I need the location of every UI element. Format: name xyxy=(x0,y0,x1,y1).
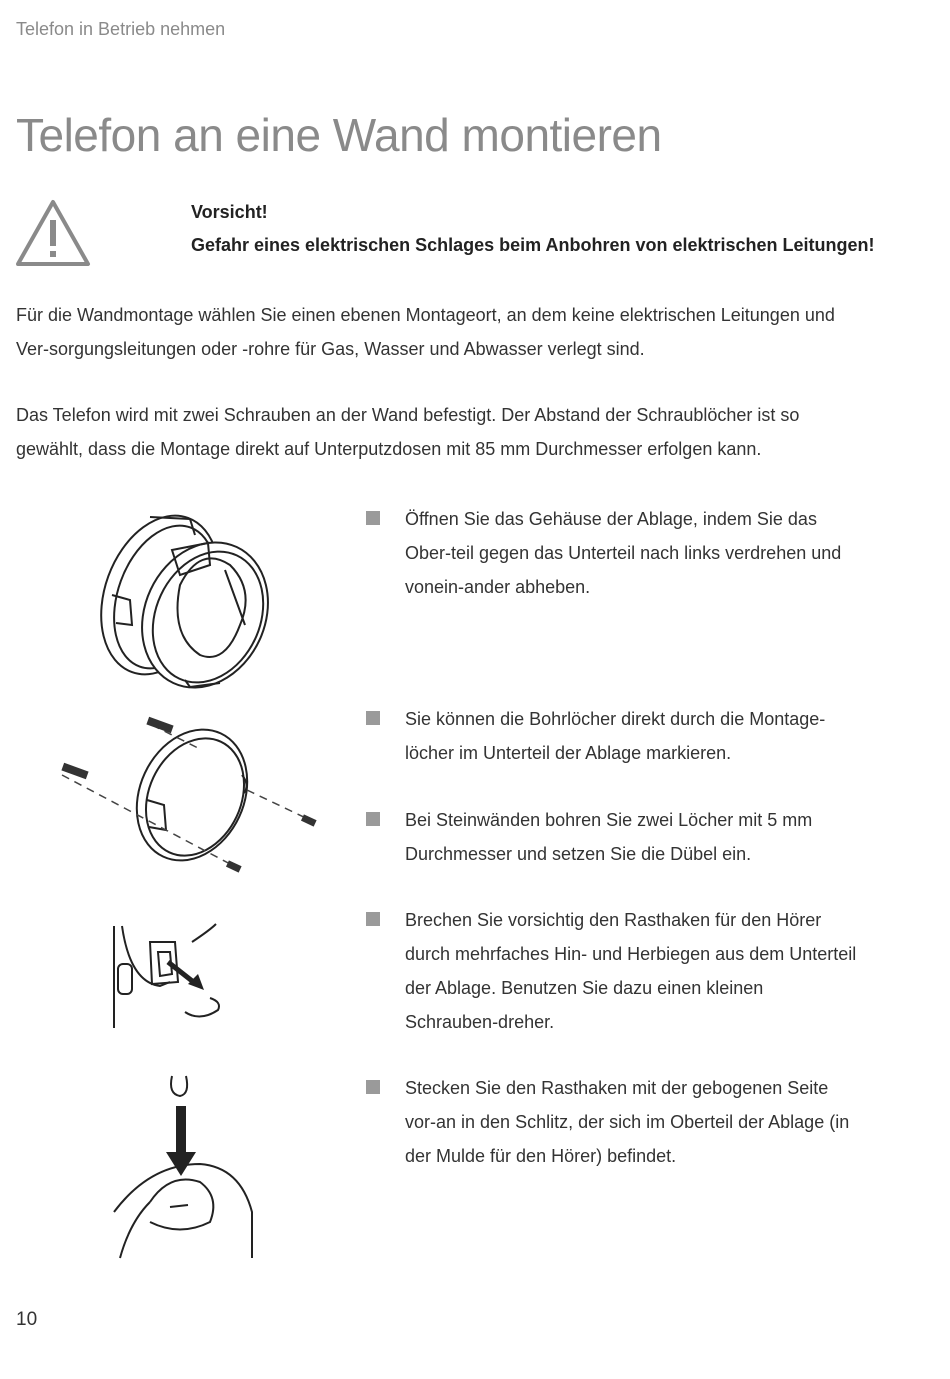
bullet-square xyxy=(366,812,380,826)
section-header: Telefon in Betrieb nehmen xyxy=(16,19,226,39)
bullet-square xyxy=(366,1080,380,1094)
break-hook-illustration xyxy=(110,922,230,1032)
page-title: Telefon an eine Wand montieren xyxy=(16,109,662,161)
open-housing-illustration xyxy=(90,505,270,695)
step-text: Öffnen Sie das Gehäuse der Ablage, indem Sie das Ober-teil gegen das Unterteil nach links verdrehen und vonein-ander abheben. xyxy=(405,509,842,597)
mounting-paragraph: Das Telefon wird mit zwei Schrauben an der Wand befestigt. Der Abstand der Schraublöcher ist so gewählt, dass die Montage direkt auf Unterputzdosen mit 85 mm Durchmesser erfolgen kann. xyxy=(16,405,800,459)
bullet-square xyxy=(366,511,380,525)
step-text: Brechen Sie vorsichtig den Rasthaken für den Hörer durch mehrfaches Hin- und Herbiegen aus dem Unterteil der Ablage. Benutzen Sie dazu einen kleinen Schrauben-dreher. xyxy=(405,910,857,1032)
base-mounting-illustration xyxy=(52,715,332,885)
step-text: Sie können die Bohrlöcher direkt durch die Montage-löcher im Unterteil der Ablage markieren. xyxy=(405,709,826,763)
step-text: Bei Steinwänden bohren Sie zwei Löcher mit 5 mm Durchmesser und setzen Sie die Dübel ein. xyxy=(405,810,813,864)
step-text: Stecken Sie den Rasthaken mit der gebogenen Seite vor-an in den Schlitz, der sich im Oberteil der Ablage (in der Mulde für den Hörer) befindet. xyxy=(405,1078,850,1166)
intro-paragraph: Für die Wandmontage wählen Sie einen ebenen Montageort, an dem keine elektrischen Leitungen und Ver-sorgungsleitungen oder -rohre für Gas, Wasser und Abwasser verlegt sind. xyxy=(16,305,835,359)
page-number: 10 xyxy=(16,1309,38,1330)
warning-heading: Vorsicht! xyxy=(191,202,268,222)
warning-triangle-icon xyxy=(14,198,92,268)
bullet-square xyxy=(366,912,380,926)
bullet-square xyxy=(366,711,380,725)
warning-text: Gefahr eines elektrischen Schlages beim Anbohren von elektrischen Leitungen! xyxy=(191,235,875,255)
insert-hook-illustration xyxy=(110,1072,260,1262)
